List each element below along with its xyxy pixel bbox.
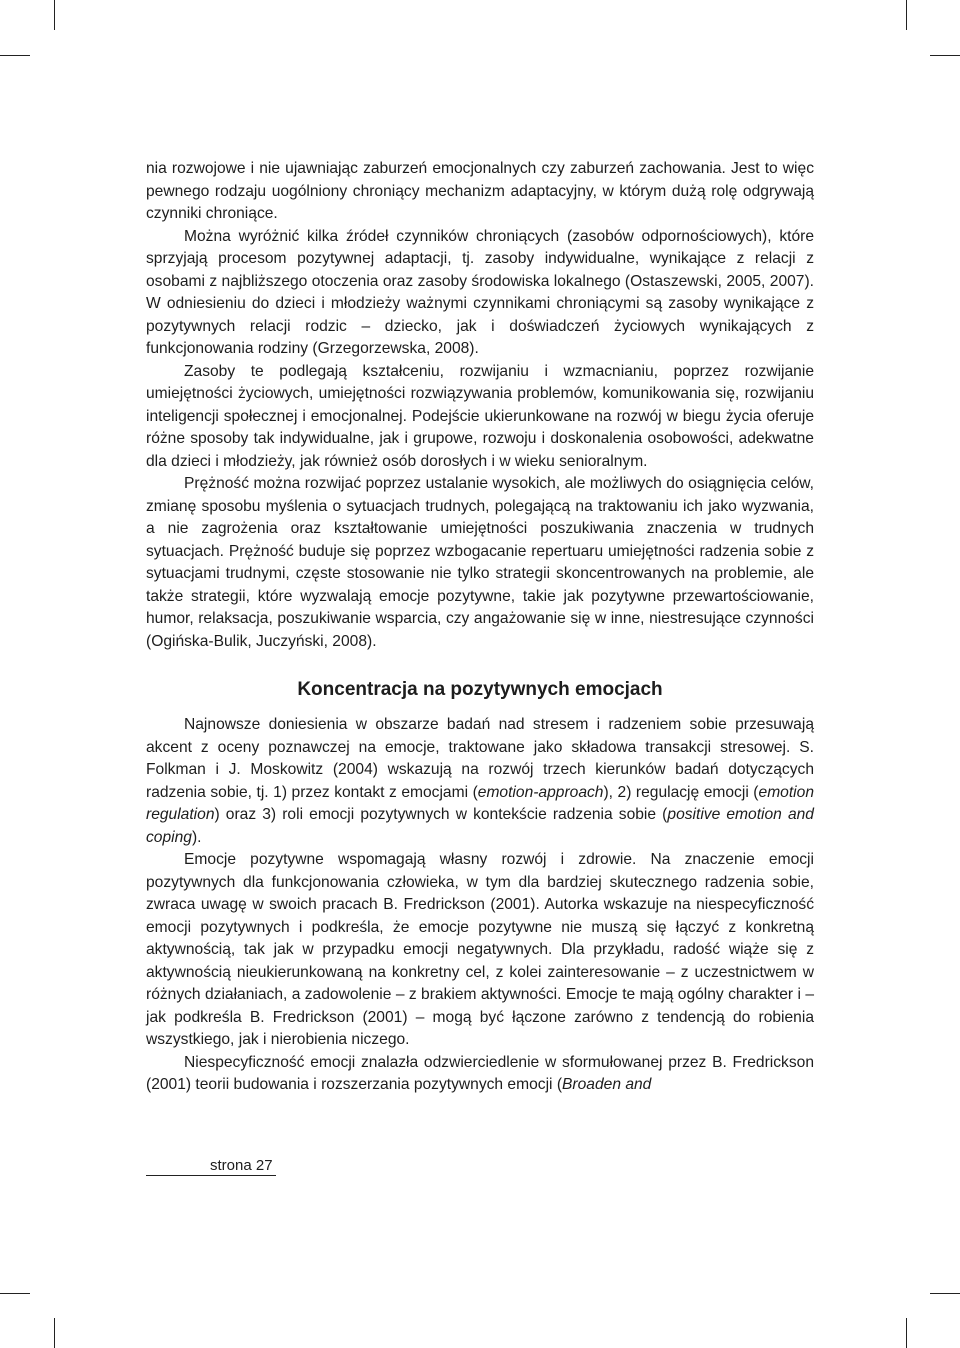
crop-mark-left-bottom xyxy=(0,1293,30,1294)
text-run: ) oraz 3) roli emocji pozytywnych w kontekście radzenia sobie ( xyxy=(214,806,668,823)
crop-mark-top-right xyxy=(906,0,907,30)
paragraph xyxy=(146,1052,814,1097)
crop-mark-bottom-right xyxy=(906,1318,907,1348)
italic-term: emotion-approach xyxy=(477,783,604,801)
paragraph xyxy=(146,226,814,361)
paragraph xyxy=(146,849,814,1052)
italic-term: emotion regulation xyxy=(146,783,814,823)
crop-mark-left-top xyxy=(0,55,30,56)
crop-mark-right-bottom xyxy=(930,1293,960,1294)
body-text-section-1 xyxy=(146,158,814,653)
text-run: Zasoby te podlegają kształceniu, rozwijaniu i wzmacnianiu, poprzez rozwijanie umiejętności życiowych, umiejętności rozwiązywania problemów, komunikowania się, rozwijaniu inteligencji społecznej i emocjonalnej. Podejście ukierunkowane na rozwój w biegu życia oferuje różne sposoby tak indywidualne, jak i grupowe, rozwoju i doskonalenia osobowości, adekwatne dla dzieci i młodzieży, jak również osób dorosłych i w wieku senioralnym. xyxy=(146,362,814,470)
section-heading: Koncentracja na pozytywnych emocjach xyxy=(297,679,663,700)
text-run: Najnowsze doniesienia w obszarze badań nad stresem i radzeniem sobie przesuwają akcent z oceny poznawczej na emocje, traktowane jako składowa transakcji stresowej. S. Folkman i J. Moskowitz (2004) wskazują na rozwój trzech kierunków badań dotyczących radzenia sobie, tj. 1) przez kontakt z emocjami ( xyxy=(146,716,814,801)
paragraph xyxy=(146,361,814,474)
crop-mark-top-left xyxy=(54,0,55,30)
text-run: Emocje pozytywne wspomagają własny rozwój i zdrowie. Na znaczenie emocji pozytywnych dla funkcjonowania człowieka, w tym dla bardziej skutecznego radzenia sobie, zwraca uwagę w swoich pracach B. Fredrickson (2001). Autorka wskazuje na niespecyficzność emocji pozytywnych i podkreśla, że emocje pozytywne nie muszą się łączyć z konkretną aktywnością, tak jak w przypadku emocji negatywnych. Dla przykładu, radość wiąże się z aktywnością nieukierunkowaną na konkretny cel, z kolei zainteresowanie – z uczestnictwem w różnych działaniach, a zadowolenie – z brakiem aktywności. Emocje te mają ogólny charakter i – jak podkreśla B. Fredrickson (2001) – mogą być łączone zarówno z tendencją do robienia wszystkiego, jak i nierobienia niczego. xyxy=(146,851,814,1048)
crop-mark-right-top xyxy=(930,55,960,56)
crop-mark-bottom-left xyxy=(54,1318,55,1348)
paragraph xyxy=(146,158,814,226)
text-run: Prężność można rozwijać poprzez ustalanie wysokich, ale możliwych do osiągnięcia celów, zmianę sposobu myślenia o sytuacjach trudnych, polegającą na traktowaniu ich jako wyzwania, a nie zagrożenia oraz kształtowanie umiejętności poszukiwania znaczenia w trudnych sytuacjach. Prężność buduje się poprzez wzbogacanie repertuaru umiejętności radzenia sobie z sytuacjami trudnymi, częste stosowanie nie tylko strategii skoncentrowanych na problemie, ale także strategii, które wyzwalają emocje pozytywne, takie jak pozytywne przewartościowanie, humor, relaksacja, poszukiwanie wsparcia, czy angażowanie się w inne, niestresujące czynności (Ogińska-Bulik, Juczyński, 2008). xyxy=(146,475,814,650)
paragraph xyxy=(146,473,814,653)
page-number: strona 27 xyxy=(210,1157,273,1174)
italic-term: positive emotion and coping xyxy=(146,806,814,846)
page-body xyxy=(146,158,814,1097)
footer-rule xyxy=(146,1175,276,1176)
paragraph xyxy=(146,714,814,849)
text-run: nia rozwojowe i nie ujawniając zaburzeń emocjonalnych czy zaburzeń zachowania. Jest to więc pewnego rodzaju uogólniony chroniący mechanizm adaptacyjny, w którym dużą rolę odgrywają czynniki chroniące. xyxy=(146,160,814,222)
text-run: ), 2) regulację emocji ( xyxy=(603,783,759,801)
text-run: Niespecyficzność emocji znalazła odzwierciedlenie w sformułowanej przez B. Fredrickson (2001) teorii budowania i rozszerzania pozytywnych emocji ( xyxy=(146,1053,814,1093)
text-run: ). xyxy=(191,828,202,846)
italic-term: Broaden and xyxy=(562,1076,652,1093)
body-text-section-2 xyxy=(146,714,814,1097)
text-run: Można wyróżnić kilka źródeł czynników chroniących (zasobów odpornościowych), które sprzyjają procesom pozytywnej adaptacji, tj. zasoby indywidualne, wynikające z relacji z osobami z najbliższego otoczenia oraz zasoby środowiska lokalnego (Ostaszewski, 2005, 2007). W odniesieniu do dzieci i młodzieży ważnymi czynnikami chroniącymi są zasoby wynikające z pozytywnych relacji rodzic – dziecko, jak i doświadczeń życiowych wynikających z funkcjonowania rodziny (Grzegorzewska, 2008). xyxy=(146,227,814,357)
